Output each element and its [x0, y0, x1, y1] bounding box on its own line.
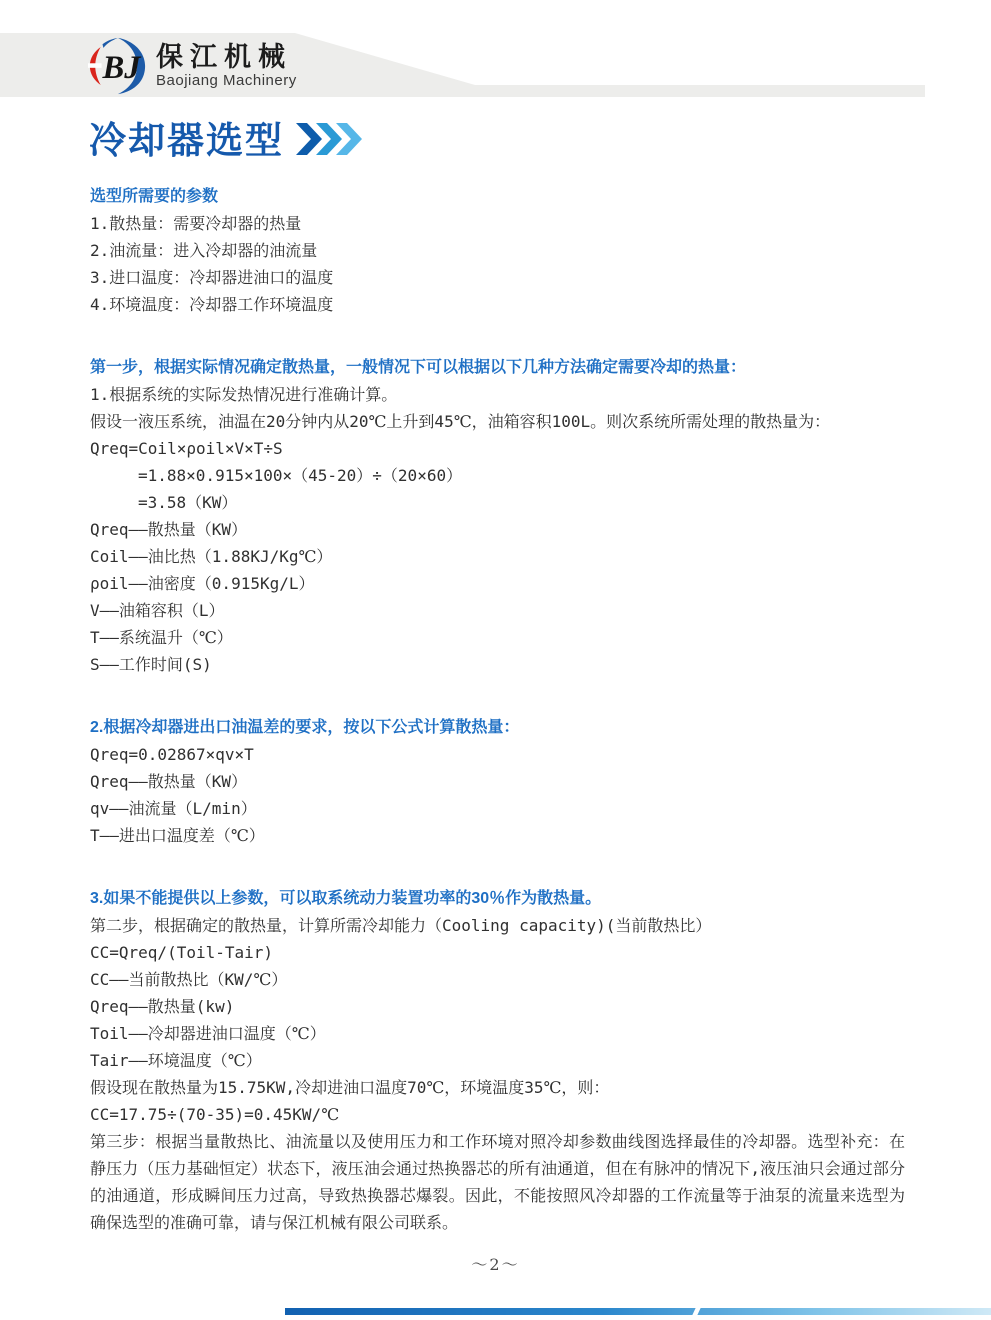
- section-heading: 第一步，根据实际情况确定散热量，一般情况下可以根据以下几种方法确定需要冷却的热量：: [90, 359, 747, 376]
- body-line: V——油箱容积（L）: [90, 601, 225, 620]
- body-line: 1.根据系统的实际发热情况进行准确计算。: [90, 385, 398, 404]
- closing-paragraph: 第三步：根据当量散热比、油流量以及使用压力和工作环境对照冷却参数曲线图选择最佳的冷却器。选型补充：在静压力（压力基础恒定）状态下，液压油会通过热换器芯的所有油通道，但在有脉冲的情况下,液压油只会通过部分的油通道，形成瞬间压力过高，导致热换器芯爆裂。因此，不能按照风冷却器的工作流量等于油泵的流量来选型为确保选型的准确可靠，请与保江机械有限公司联系。: [90, 1132, 905, 1232]
- body-line: Qreq=0.02867×qv×T: [90, 745, 254, 764]
- body-line: 4.环境温度：冷却器工作环境温度: [90, 295, 334, 314]
- section-heading: 选型所需要的参数: [90, 188, 219, 205]
- company-logo: [88, 36, 297, 96]
- body-line: 2.油流量：进入冷却器的油流量: [90, 241, 318, 260]
- body-line: Qreq=Coil×ρoil×V×T÷S: [90, 439, 283, 458]
- body-line: 假设现在散热量为15.75KW,冷却进油口温度70℃，环境温度35℃，则：: [90, 1078, 610, 1097]
- body-line: S——工作时间(S): [90, 655, 212, 674]
- body-line: Tair——环境温度（℃）: [90, 1051, 262, 1070]
- section-heading: 3.如果不能提供以上参数，可以取系统动力装置功率的30％作为散热量。: [90, 890, 602, 907]
- body-line: 3.进口温度：冷却器进油口的温度: [90, 268, 334, 287]
- body-line: T——进出口温度差（℃）: [90, 826, 265, 845]
- logo-name-en: Baojiang Machinery: [156, 71, 297, 89]
- body-line: Coil——油比热（1.88KJ/Kg℃）: [90, 547, 333, 566]
- chevron-arrows-icon: [296, 123, 362, 155]
- body-line: ρoil——油密度（0.915Kg/L）: [90, 574, 315, 593]
- body-line: 1.散热量：需要冷却器的热量: [90, 214, 302, 233]
- body-line: 第二步，根据确定的散热量，计算所需冷却能力（Cooling capacity)(当前散热比）: [90, 916, 712, 935]
- body-line: T——系统温升（℃）: [90, 628, 233, 647]
- body-line: 假设一液压系统，油温在20分钟内从20℃上升到45℃，油箱容积100L。则次系统所需处理的散热量为：: [90, 412, 831, 431]
- document-body: [90, 183, 905, 1236]
- spacer: [90, 678, 905, 714]
- formula-indent-line: =3.58（KW）: [138, 493, 238, 512]
- footer-bar-notch: [693, 1308, 701, 1315]
- section-heading: 2.根据冷却器进出口油温差的要求，按以下公式计算散热量：: [90, 719, 520, 736]
- body-line: CC=17.75÷(70-35)=0.45KW/℃: [90, 1105, 340, 1124]
- spacer: [90, 849, 905, 885]
- body-line: Qreq——散热量（KW）: [90, 520, 248, 539]
- page-number: ～2～: [471, 1255, 520, 1274]
- body-line: Toil——冷却器进油口温度（℃）: [90, 1024, 326, 1043]
- body-line: CC=Qreq/(Toil-Tair): [90, 943, 274, 962]
- logo-monogram: BJ: [102, 49, 141, 86]
- spacer: [90, 318, 905, 354]
- body-line: Qreq——散热量（KW）: [90, 772, 248, 791]
- page-title-row: [89, 110, 362, 164]
- logo-text: [156, 43, 297, 88]
- formula-indent-line: =1.88×0.915×100×（45-20）÷（20×60）: [138, 466, 463, 485]
- body-line: Qreq——散热量(kw): [90, 997, 235, 1016]
- footer-accent-bar: [285, 1308, 991, 1315]
- page-title: 冷却器选型: [89, 120, 284, 161]
- body-line: CC——当前散热比（KW/℃）: [90, 970, 288, 989]
- body-line: qv——油流量（L/min）: [90, 799, 257, 818]
- bj-logo-icon: [88, 37, 146, 95]
- logo-name-cn: 保江机械: [156, 42, 292, 73]
